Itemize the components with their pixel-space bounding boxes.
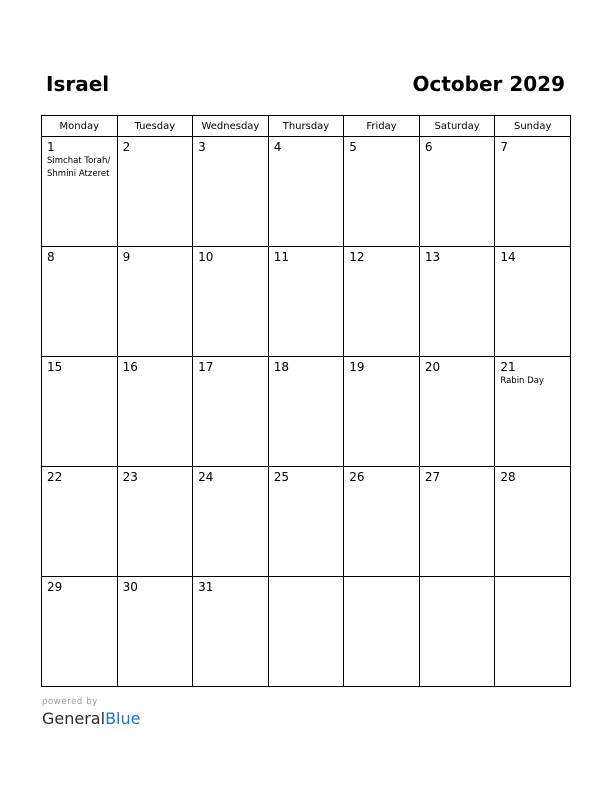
day-number: 29 <box>47 580 63 594</box>
day-cell-21 <box>495 357 571 467</box>
day-cell-26 <box>344 467 420 577</box>
empty-day-cell <box>495 577 571 687</box>
day-number: 22 <box>47 470 63 484</box>
day-cell-20 <box>419 357 495 467</box>
day-cell-13 <box>419 247 495 357</box>
day-number: 30 <box>122 580 138 594</box>
weekday-sunday: Sunday <box>495 116 571 137</box>
day-number: 6 <box>424 140 433 154</box>
weekday-thursday: Thursday <box>268 116 344 137</box>
day-number: 4 <box>273 140 282 154</box>
day-cell-18 <box>268 357 344 467</box>
day-number: 1 <box>47 140 55 154</box>
day-number: 8 <box>47 250 55 264</box>
day-cell-28 <box>495 467 571 577</box>
day-cell-2 <box>117 137 193 247</box>
day-cell-24 <box>193 467 269 577</box>
weekday-wednesday: Wednesday <box>193 116 269 137</box>
day-number: 28 <box>500 470 516 484</box>
day-number: 23 <box>122 470 138 484</box>
day-number: 17 <box>198 360 214 374</box>
powered-by-text: powered by <box>42 697 98 707</box>
day-cell-30 <box>117 577 193 687</box>
day-cell-22 <box>42 467 118 577</box>
holiday-label: Simchat Torah/ <box>47 156 111 166</box>
day-number: 12 <box>349 250 365 264</box>
week-row <box>42 247 571 357</box>
day-number: 20 <box>424 360 441 374</box>
day-cell-31 <box>193 577 269 687</box>
day-number: 9 <box>122 250 131 264</box>
day-number: 7 <box>500 140 509 154</box>
day-cell-19 <box>344 357 420 467</box>
country-title: Israel <box>46 72 110 96</box>
day-number: 5 <box>349 140 357 154</box>
footer-branding <box>42 696 140 729</box>
day-number: 10 <box>198 250 214 264</box>
day-cell-15 <box>42 357 118 467</box>
day-cell-29 <box>42 577 118 687</box>
week-row <box>42 137 571 247</box>
day-number: 11 <box>273 250 289 264</box>
day-cell-23 <box>117 467 193 577</box>
month-title: October 2029 <box>412 72 565 96</box>
empty-day-cell <box>268 577 344 687</box>
day-number: 19 <box>349 360 365 374</box>
day-cell-9 <box>117 247 193 357</box>
week-row <box>42 467 571 577</box>
day-cell-7 <box>495 137 571 247</box>
day-number: 16 <box>122 360 138 374</box>
brand-general: General <box>42 709 106 728</box>
empty-day-cell <box>344 577 420 687</box>
day-cell-14 <box>495 247 571 357</box>
day-cell-16 <box>117 357 193 467</box>
day-number: 14 <box>500 250 516 264</box>
day-cell-8 <box>42 247 118 357</box>
day-number: 18 <box>273 360 289 374</box>
day-number: 3 <box>198 140 206 154</box>
day-number: 24 <box>198 470 214 484</box>
day-cell-1 <box>42 137 118 247</box>
generalblue-logo[interactable] <box>42 709 140 729</box>
weekday-monday: Monday <box>42 116 118 137</box>
day-number: 2 <box>122 140 131 154</box>
week-row <box>42 577 571 687</box>
day-cell-12 <box>344 247 420 357</box>
day-cell-17 <box>193 357 269 467</box>
day-number: 31 <box>198 580 214 594</box>
day-number: 15 <box>47 360 63 374</box>
day-number: 25 <box>273 470 289 484</box>
holiday-label: Rabin Day <box>500 376 544 386</box>
day-cell-10 <box>193 247 269 357</box>
week-row <box>42 357 571 467</box>
day-cell-6 <box>419 137 495 247</box>
brand-blue: Blue <box>105 709 141 728</box>
day-number: 27 <box>424 470 441 484</box>
weekday-friday: Friday <box>344 116 420 137</box>
calendar-grid <box>41 115 571 687</box>
day-cell-27 <box>419 467 495 577</box>
empty-day-cell <box>419 577 495 687</box>
day-number: 26 <box>349 470 365 484</box>
day-cell-11 <box>268 247 344 357</box>
weekday-tuesday: Tuesday <box>117 116 193 137</box>
day-number: 21 <box>500 360 516 374</box>
day-number: 13 <box>424 250 441 264</box>
day-cell-4 <box>268 137 344 247</box>
holiday-label: Shmini Atzeret <box>47 169 110 179</box>
day-cell-5 <box>344 137 420 247</box>
weekday-header-row <box>42 116 571 137</box>
day-cell-3 <box>193 137 269 247</box>
day-cell-25 <box>268 467 344 577</box>
weekday-saturday: Saturday <box>419 116 495 137</box>
